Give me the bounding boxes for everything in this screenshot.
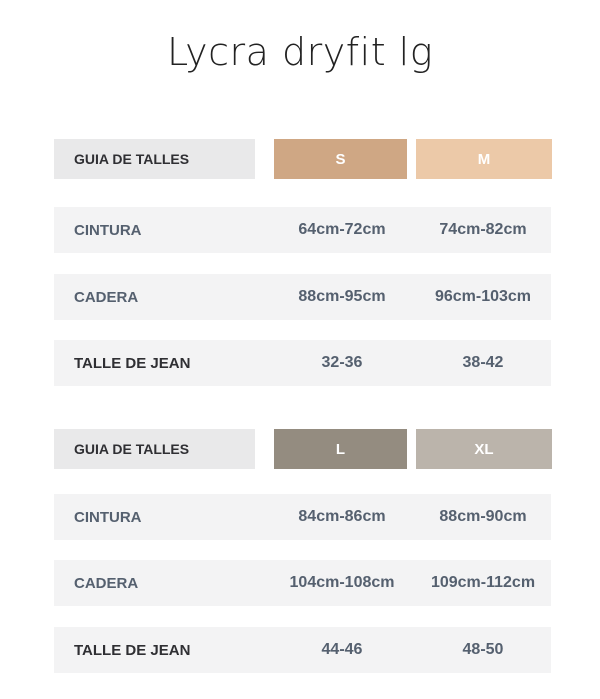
cell-value: 44-46 — [321, 641, 363, 658]
table-row — [54, 627, 551, 673]
size-xl-box: XL — [416, 429, 552, 469]
size-s-box: S — [274, 139, 407, 179]
row-label-cadera: CADERA — [74, 574, 139, 592]
row-label-cintura: CINTURA — [74, 221, 142, 239]
cell-value: 88cm-95cm — [298, 288, 386, 305]
row-label-talle-de-jean: TALLE DE JEAN — [74, 354, 191, 372]
table-row — [54, 494, 551, 540]
size-l-box: L — [274, 429, 407, 469]
size-m-box: M — [416, 139, 552, 179]
row-label-talle-de-jean: TALLE DE JEAN — [74, 641, 191, 659]
cell-value: 104cm-108cm — [289, 574, 395, 591]
row-label-cadera: CADERA — [74, 288, 139, 306]
cell-value: 48-50 — [462, 641, 504, 658]
cell-value: 64cm-72cm — [298, 221, 386, 238]
page-title: Lycra dryfit lg — [166, 30, 434, 74]
cell-value: 109cm-112cm — [430, 574, 536, 591]
size-guide-header-label: GUIA DE TALLES — [54, 429, 255, 469]
table-row — [54, 340, 551, 386]
table-row — [54, 207, 551, 253]
cell-value: 88cm-90cm — [439, 508, 527, 525]
size-guide-header-label: GUIA DE TALLES — [54, 139, 255, 179]
table-row — [54, 560, 551, 606]
cell-value: 38-42 — [462, 354, 504, 371]
row-label-cintura: CINTURA — [74, 508, 142, 526]
cell-value: 96cm-103cm — [434, 288, 532, 305]
table-row — [54, 274, 551, 320]
cell-value: 74cm-82cm — [439, 221, 527, 238]
cell-value: 32-36 — [321, 354, 363, 371]
cell-value: 84cm-86cm — [298, 508, 386, 525]
